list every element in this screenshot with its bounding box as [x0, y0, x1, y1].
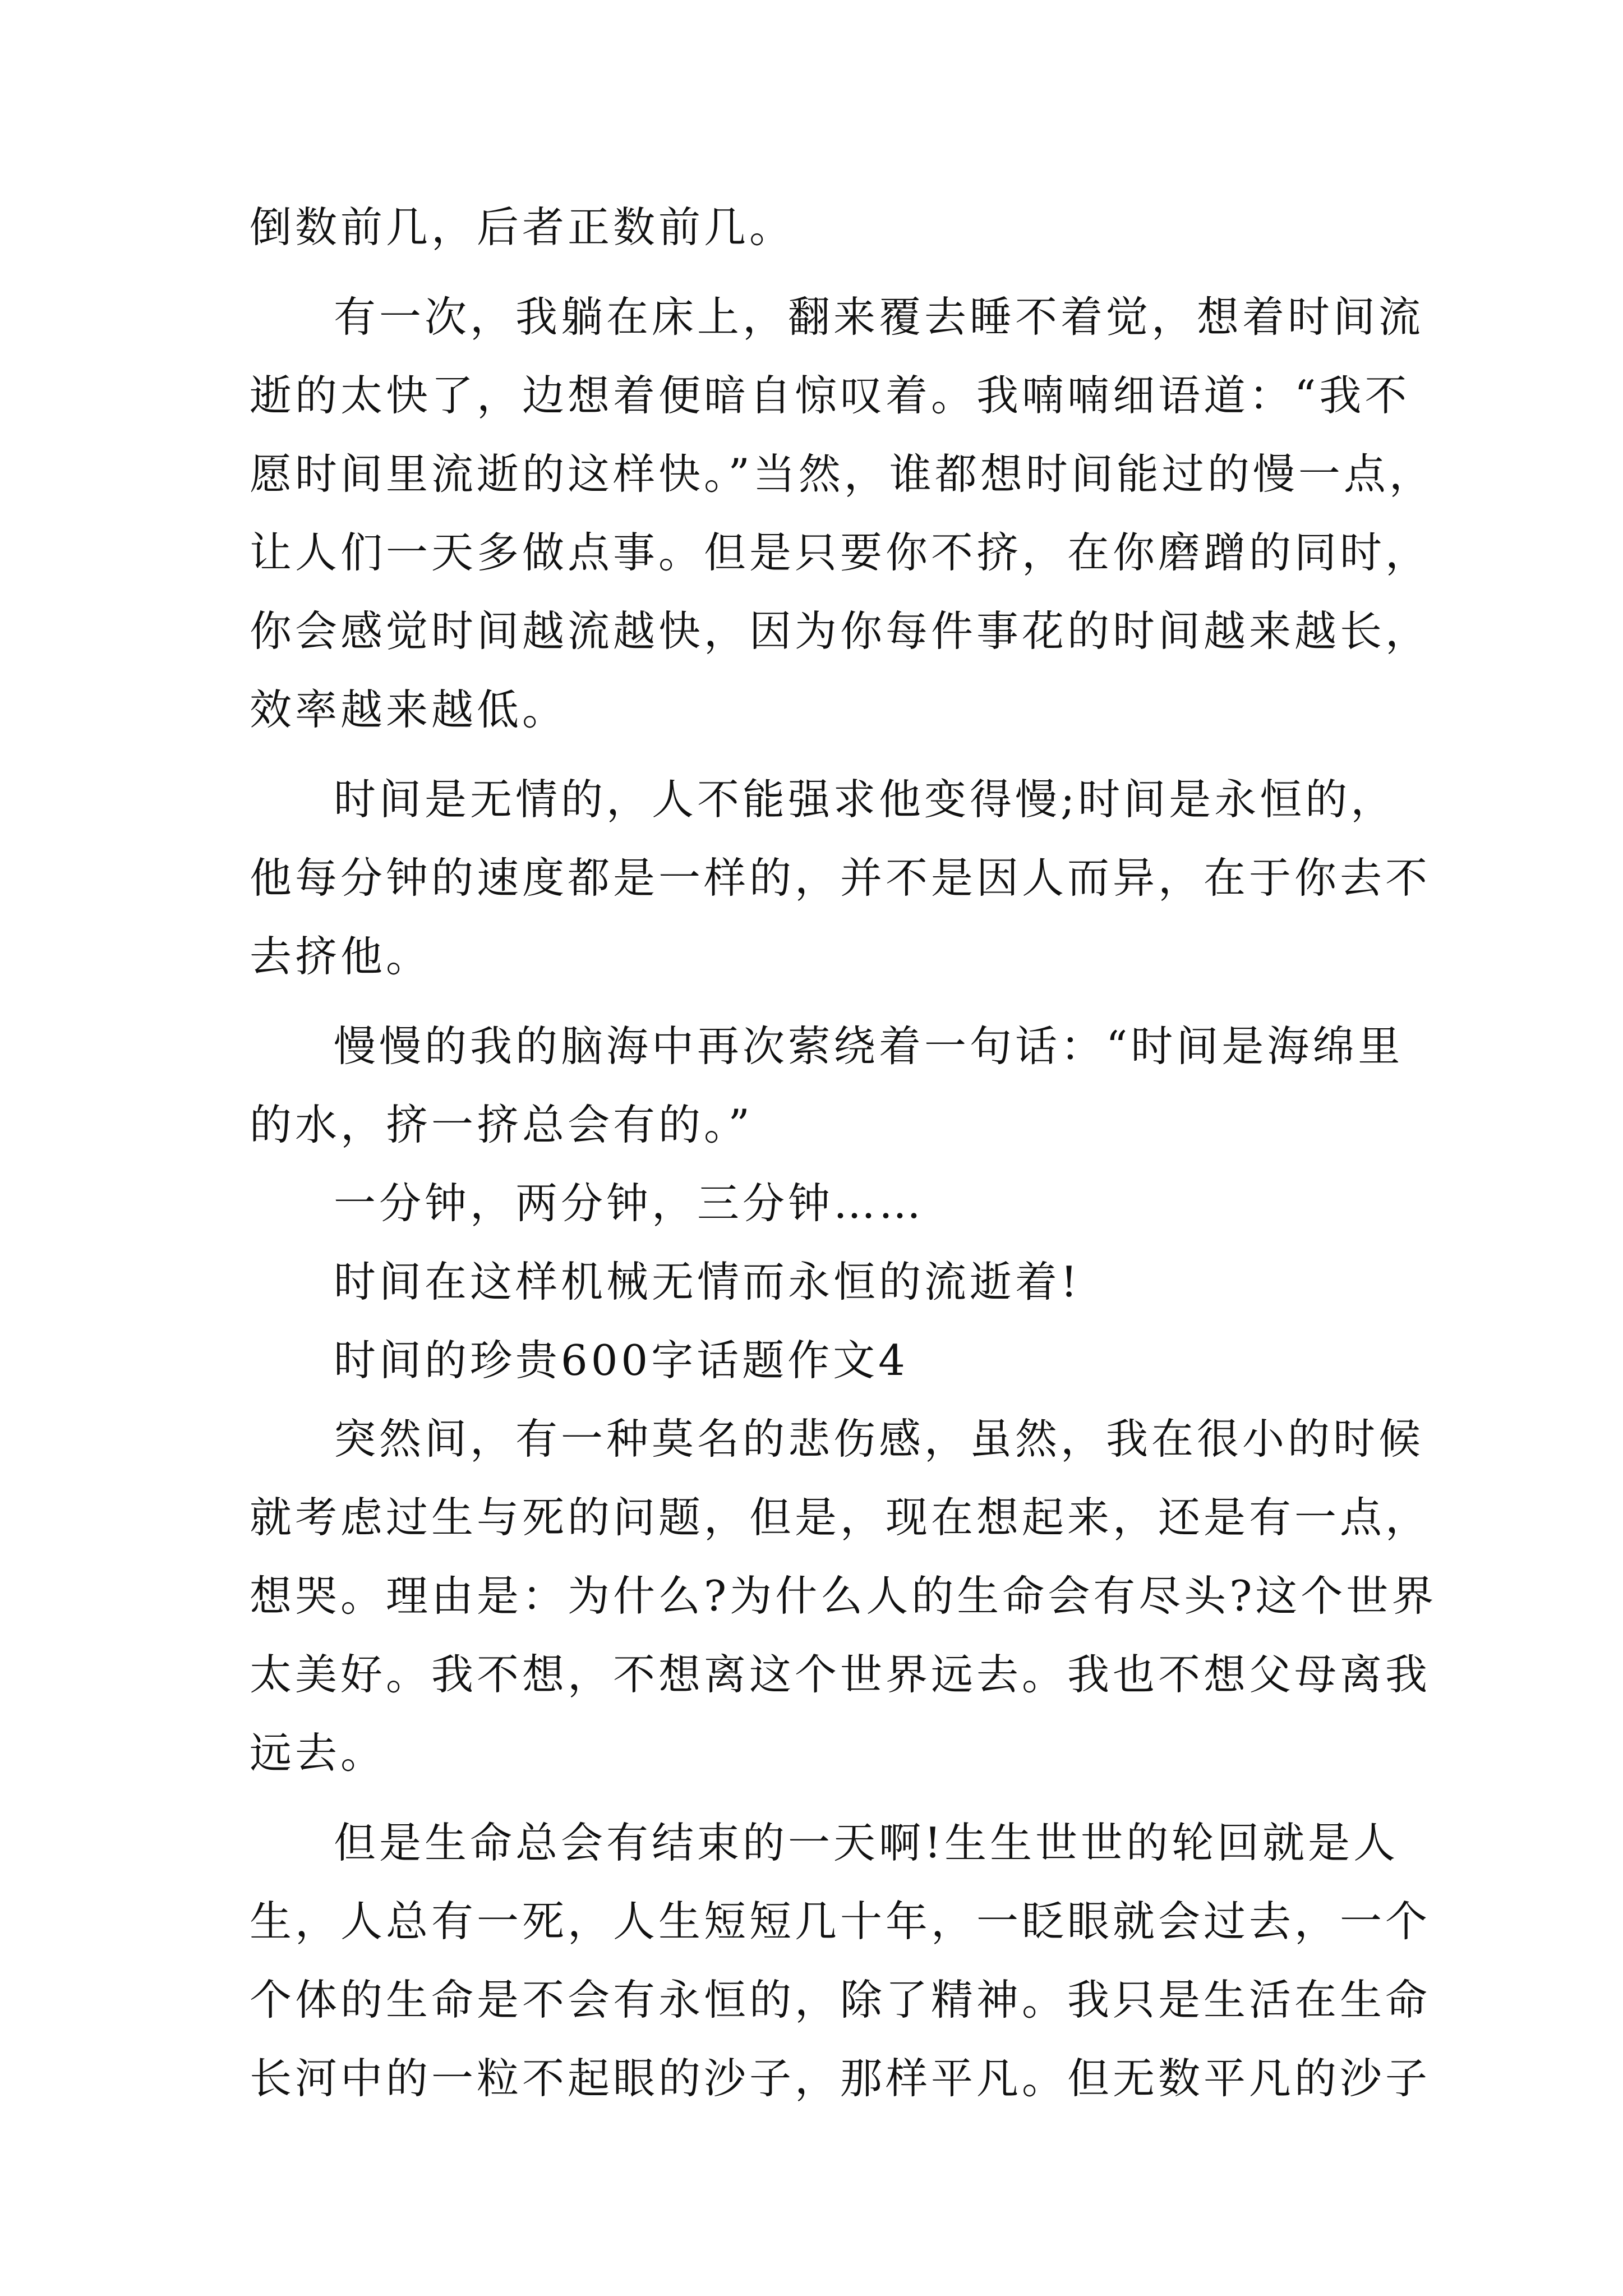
text-line: 逝的太快了，边想着便暗自惊叹着。我喃喃细语道：“我不: [250, 371, 1410, 420]
paragraph-first-line: 时间是无情的，人不能强求他变得慢;时间是永恒的，: [334, 775, 1396, 824]
text-line: 生，人总有一死，人生短短几十年，一眨眼就会过去，一个: [250, 1897, 1431, 1946]
paragraph-first-line: 一分钟，两分钟，三分钟……: [334, 1179, 925, 1228]
section-heading: 时间的珍贵600字话题作文4: [334, 1336, 909, 1385]
paragraph-first-line: 慢慢的我的脑海中再次萦绕着一句话：“时间是海绵里: [334, 1022, 1404, 1071]
text-line: 想哭。理由是：为什么?为什么人的生命会有尽头?这个世界: [250, 1571, 1437, 1621]
text-line: 他每分钟的速度都是一样的，并不是因人而异，在于你去不: [250, 853, 1431, 903]
paragraph-first-line: 有一次，我躺在床上，翻来覆去睡不着觉，想着时间流: [334, 292, 1424, 342]
text-line: 你会感觉时间越流越快，因为你每件事花的时间越来越长，: [250, 606, 1431, 656]
text-line: 太美好。我不想，不想离这个世界远去。我也不想父母离我: [250, 1650, 1431, 1699]
text-line: 的水，挤一挤总会有的。”: [250, 1100, 753, 1149]
text-line: 效率越来越低。: [250, 685, 568, 734]
text-line: 愿时间里流逝的这样快。”当然，谁都想时间能过的慢一点，: [250, 449, 1435, 499]
text-line: 长河中的一粒不起眼的沙子，那样平凡。但无数平凡的沙子: [250, 2054, 1431, 2103]
text-line: 就考虑过生与死的问题，但是，现在想起来，还是有一点，: [250, 1493, 1431, 1542]
text-line: 个体的生命是不会有永恒的，除了精神。我只是生活在生命: [250, 1975, 1431, 2024]
text-line: 倒数前几，后者正数前几。: [250, 203, 795, 252]
paragraph-first-line: 但是生命总会有结束的一天啊!生生世世的轮回就是人: [334, 1818, 1399, 1867]
text-line: 远去。: [250, 1728, 386, 1778]
paragraph-first-line: 突然间，有一种莫名的悲伤感，虽然，我在很小的时候: [334, 1414, 1424, 1464]
text-line: 去挤他。: [250, 932, 432, 981]
text-line: 让人们一天多做点事。但是只要你不挤，在你磨蹭的同时，: [250, 528, 1431, 577]
paragraph-first-line: 时间在这样机械无情而永恒的流逝着!: [334, 1257, 1081, 1306]
